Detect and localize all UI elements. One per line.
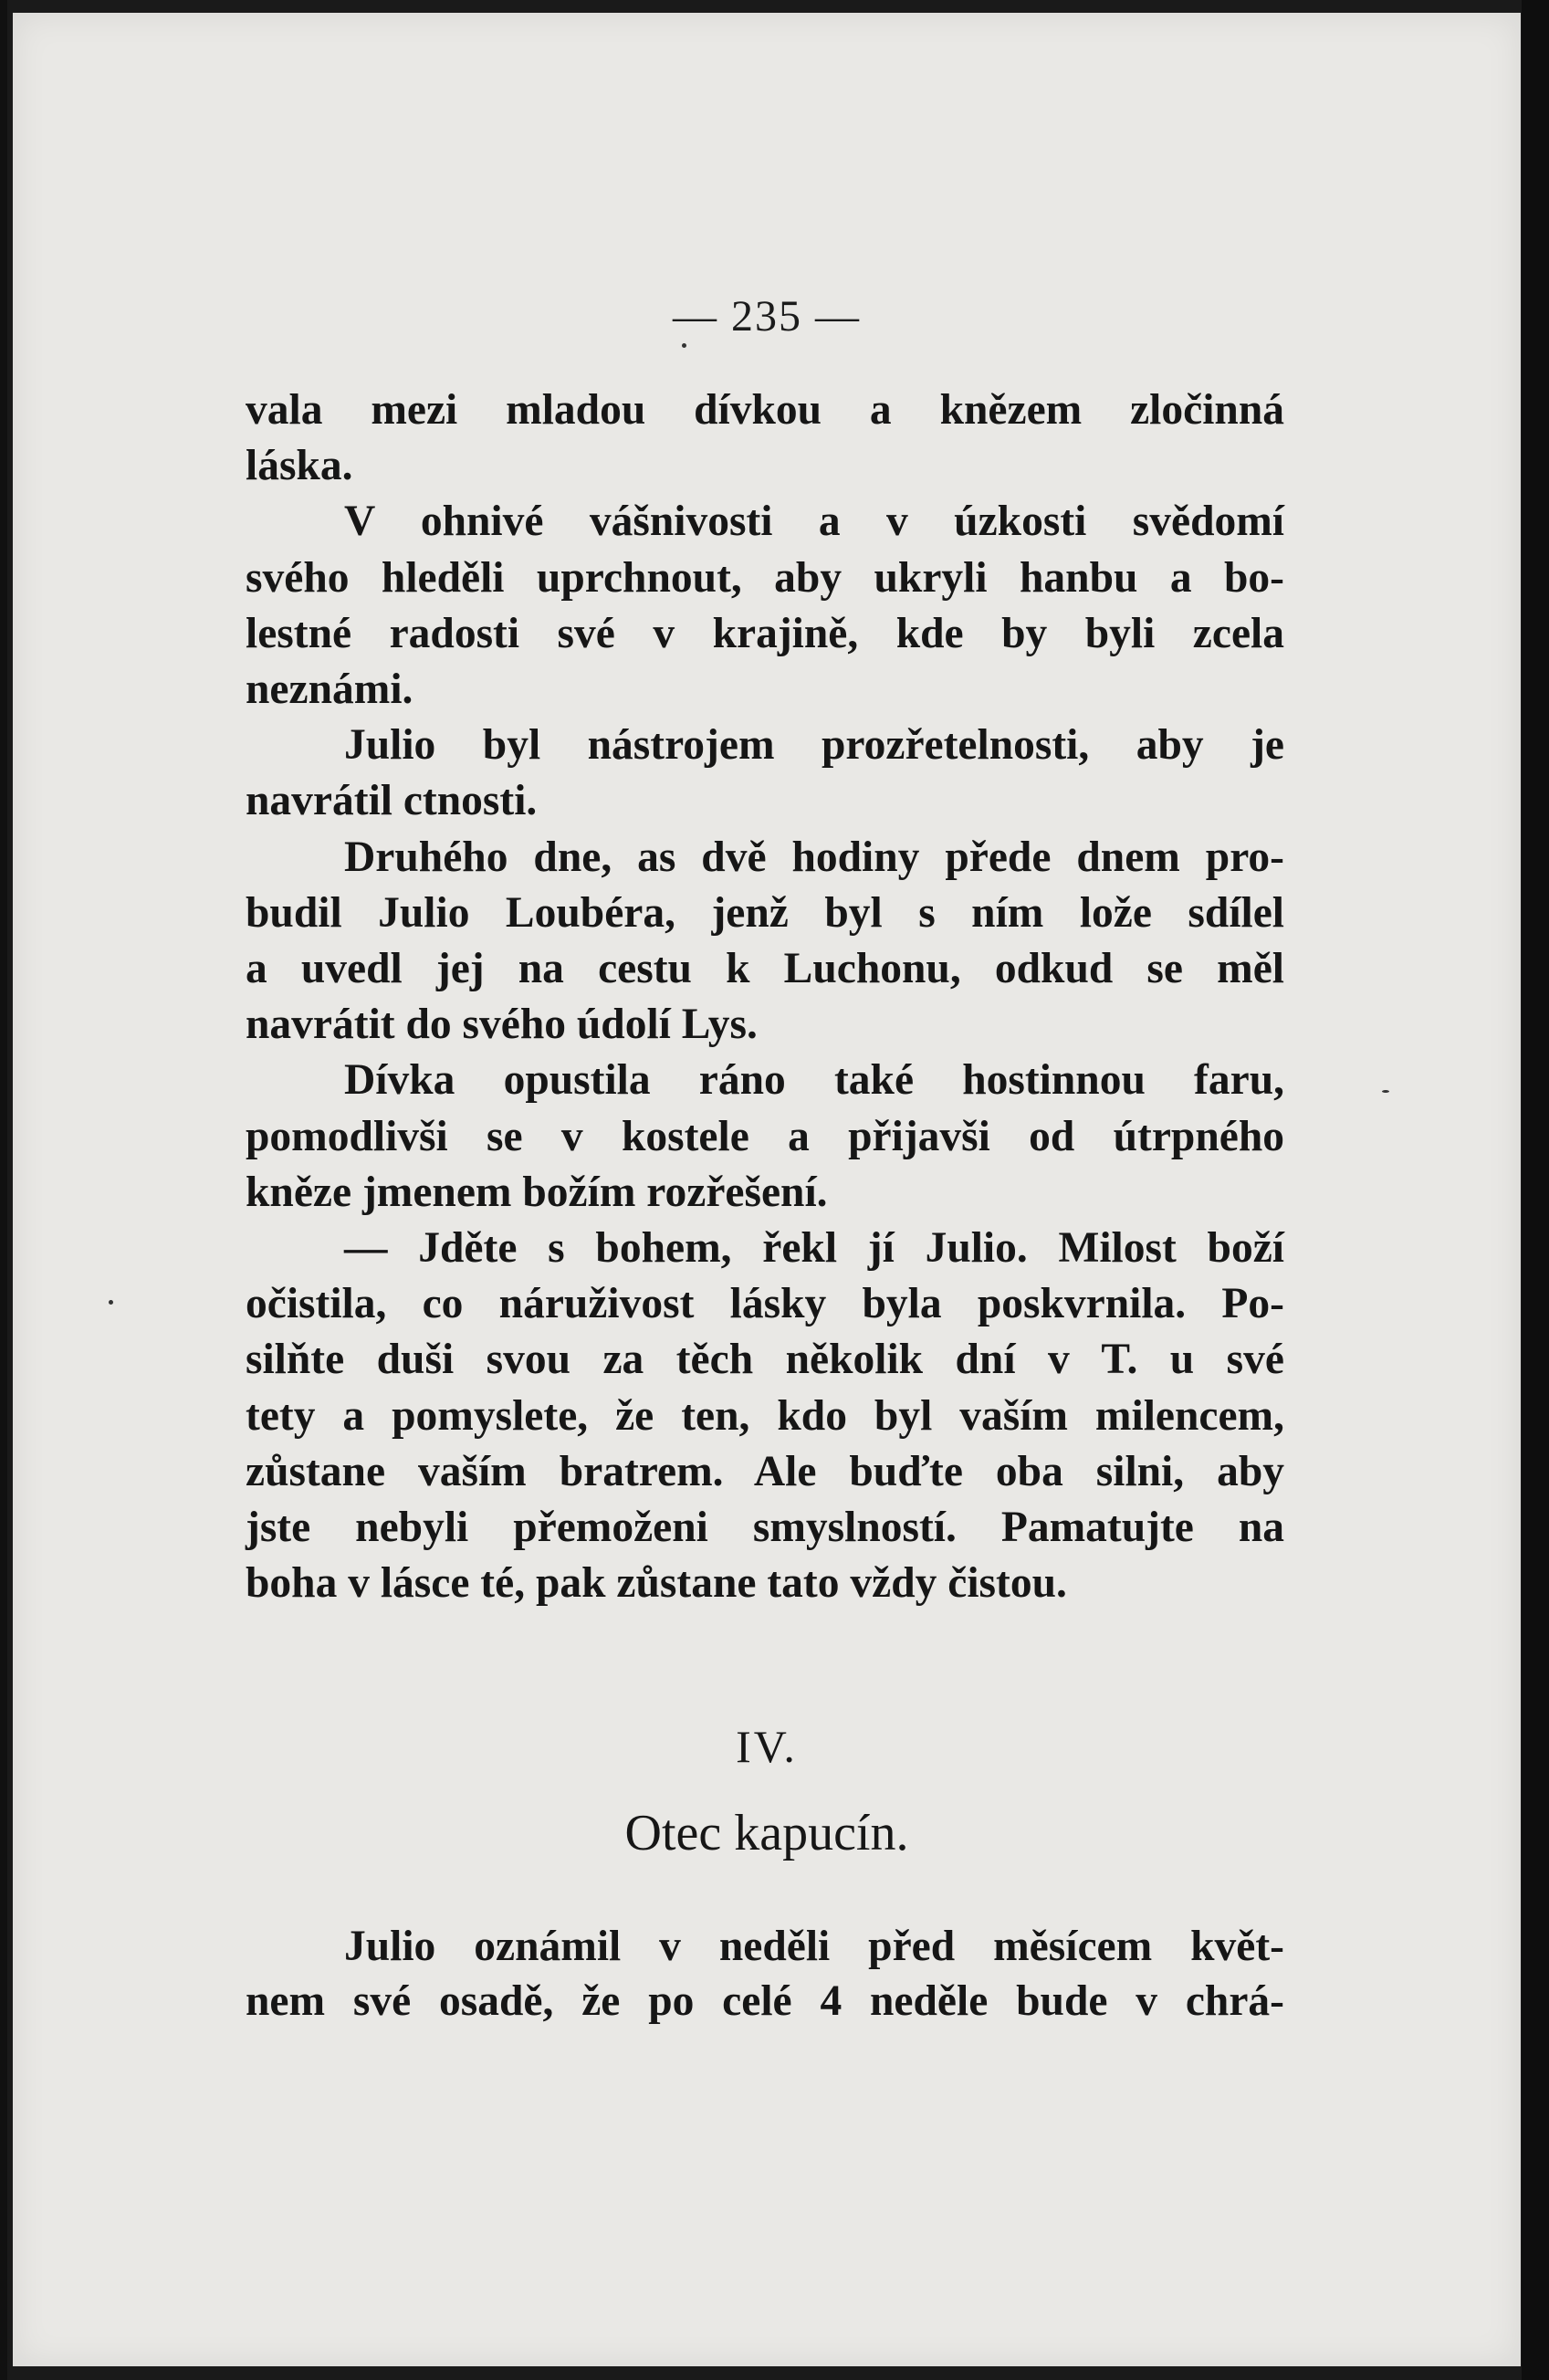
text-line: Druhého dne, as dvě hodiny přede dnem pro- bbox=[344, 833, 1284, 881]
text-line: boha v lásce té, pak zůstane tato vždy čistou. bbox=[246, 1559, 1067, 1608]
text-line: navrátil ctnosti. bbox=[246, 777, 538, 825]
body-text-block-2 bbox=[246, 1919, 1284, 2029]
text-line: očistila, co náruživost lásky byla poskvrnila. Po- bbox=[246, 1280, 1284, 1328]
text-line: vala mezi mladou dívkou a knězem zločinná bbox=[246, 386, 1284, 434]
text-line: jste nebyli přemoženi smyslností. Pamatujte na bbox=[246, 1504, 1284, 1552]
text-line: a uvedl jej na cestu k Luchonu, odkud se měl bbox=[246, 945, 1284, 993]
text-line: svého hleděli uprchnout, aby ukryli hanbu a bo- bbox=[246, 553, 1284, 602]
text-line: navrátit do svého údolí Lys. bbox=[246, 1001, 758, 1049]
text-line: zůstane vaším bratrem. Ale buďte oba silni, aby bbox=[246, 1447, 1284, 1495]
text-line: Dívka opustila ráno také hostinnou faru, bbox=[344, 1056, 1284, 1105]
scan-left-edge bbox=[0, 0, 7, 2380]
text-line: nem své osadě, že po celé 4 neděle bude v chrá- bbox=[246, 1977, 1284, 2025]
scan-speck bbox=[109, 1300, 113, 1305]
text-line: kněze jmenem božím rozřešení. bbox=[246, 1168, 828, 1216]
page-number: — 235 — bbox=[673, 292, 861, 341]
text-line: neznámi. bbox=[246, 666, 413, 714]
book-page bbox=[13, 13, 1521, 2366]
text-line: tety a pomyslete, že ten, kdo byl vaším milencem, bbox=[246, 1391, 1284, 1440]
chapter-title: Otec kapucín. bbox=[624, 1805, 909, 1861]
text-line: — Jděte s bohem, řekl jí Julio. Milost boží bbox=[344, 1224, 1284, 1273]
text-line: Julio byl nástrojem prozřetelnosti, aby je bbox=[344, 721, 1284, 770]
scan-speck bbox=[682, 343, 686, 348]
text-line: silňte duši svou za těch několik dní v T. u své bbox=[246, 1336, 1284, 1384]
text-line: V ohnivé vášnivosti a v úzkosti svědomí bbox=[344, 498, 1284, 546]
text-line: pomodlivši se v kostele a přijavši od útrpného bbox=[246, 1112, 1284, 1160]
text-line: Julio oznámil v neděli před měsícem květ- bbox=[344, 1923, 1284, 1970]
body-text-block-1 bbox=[246, 383, 1284, 1611]
text-line: láska. bbox=[246, 442, 353, 490]
text-line: lestné radosti své v krajině, kde by byli zcela bbox=[246, 609, 1284, 657]
text-line: budil Julio Loubéra, jenž byl s ním lože sdílel bbox=[246, 888, 1284, 937]
scan-speck bbox=[1382, 1090, 1389, 1093]
scan-right-edge bbox=[1522, 0, 1549, 2380]
chapter-number: IV. bbox=[736, 1721, 798, 1772]
